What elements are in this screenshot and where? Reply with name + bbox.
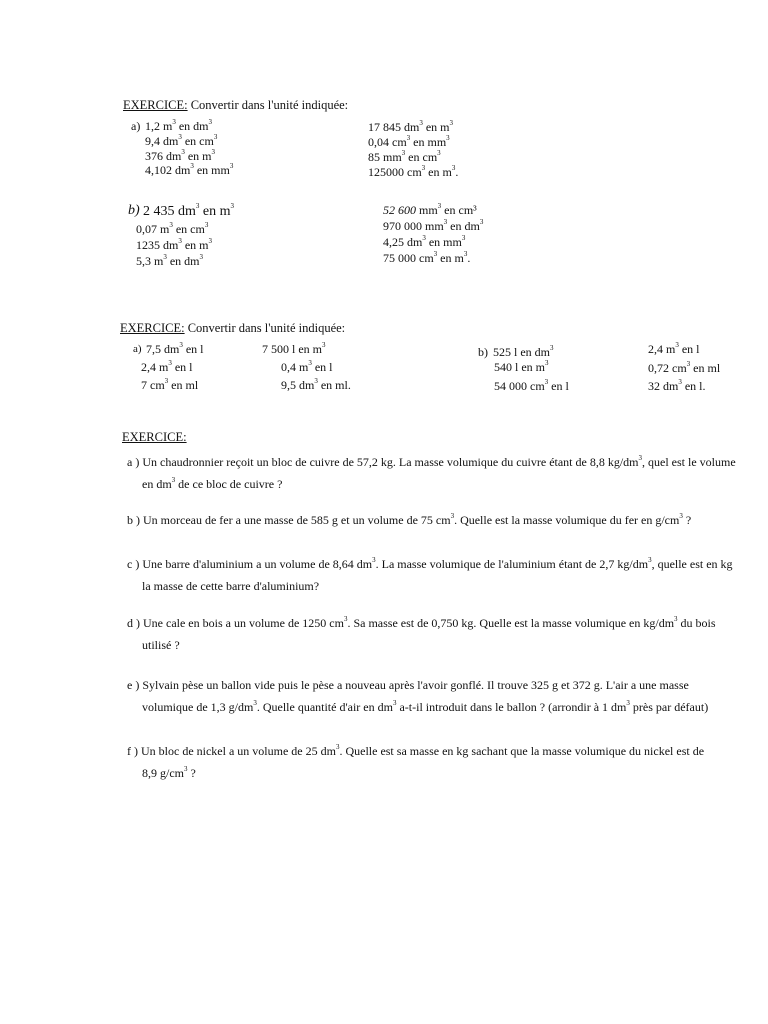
- conversion-item: 0,07 $m^3$ en $cm^3$: [136, 221, 209, 236]
- exercise-1-instruction: Convertir dans l'unité indiquée:: [187, 98, 349, 112]
- conversion-item: 125000 $cm^3$ en $m^3$.: [368, 164, 459, 179]
- conversion-item: 1235 $dm^3$ en $m^3$: [136, 237, 213, 252]
- question-line-1: a ) Un chaudronnier reçoit un bloc de cuivre de 57,2 kg. La masse volumique du cuivre étant de 8,8 $kg/dm^3$, quel est le volume: [127, 454, 736, 469]
- exercise-3-title: [122, 430, 187, 445]
- question-e: [127, 674, 767, 718]
- question-line-1: b ) Un morceau de fer a une masse de 585 g et un volume de 75 $cm^3$. Quelle est la masse volumique du fer en $g/cm^3$ ?: [127, 512, 692, 527]
- question-line-1: c ) Une barre d'aluminium a un volume de 8,64 $dm^3$. La masse volumique de l'aluminium étant de 2,7 $kg/dm^3$, quelle est en kg: [127, 556, 733, 571]
- exercise-2-title: [120, 321, 345, 336]
- question-c: [127, 553, 767, 597]
- conversion-item: 32 $dm^3$ en l.: [648, 378, 706, 393]
- question-line-1: f ) Un bloc de nickel a un volume de 25 $dm^3$. Quelle est sa masse en kg sachant que la masse volumique du nickel est de: [127, 743, 705, 758]
- conversion-item: 4,102 $dm^3$ en $mm^3$: [145, 162, 234, 177]
- conversion-item: 9,4 $dm^3$ en $cm^3$: [145, 133, 218, 148]
- conversion-item: 2 435 $dm^3$ en $m^3$: [143, 202, 234, 219]
- ex1-b-prefix: b): [128, 203, 140, 218]
- conversion-item: 0,4 $m^3$ en l: [281, 359, 333, 374]
- exercise-1-title: [123, 98, 348, 113]
- question-line-1: d ) Une cale en bois a un volume de 1250 $cm^3$. Sa masse est de 0,750 kg. Quelle est la masse volumique en $kg/dm^3$ du bois: [127, 615, 716, 630]
- conversion-item: 970 000 $mm^3$ en $dm^3$: [383, 218, 484, 233]
- conversion-item: 525 l en $dm^3$: [493, 344, 554, 359]
- question-a: [127, 451, 767, 495]
- conversion-item: 376 $dm^3$ en $m^3$: [145, 147, 216, 163]
- question-line-2: utilisé ?: [142, 638, 180, 652]
- question-b: [127, 509, 767, 531]
- conversion-item: 2,4 $m^3$ en l: [648, 341, 700, 356]
- exercise-3-label: EXERCICE:: [122, 430, 187, 444]
- conversion-item: 540 l en $m^3$: [494, 359, 549, 374]
- question-f: [127, 740, 767, 784]
- question-line-2: la masse de cette barre d'aluminium?: [142, 579, 320, 593]
- conversion-item: 0,04 $cm^3$ en $mm^3$: [368, 134, 450, 149]
- question-d: [127, 612, 767, 656]
- conversion-item: 52 600 $mm^3$ en cm³: [383, 202, 477, 217]
- conversion-item: 5,3 $m^3$ en $dm^3$: [136, 253, 204, 268]
- conversion-item: 7,5 $dm^3$ en l: [146, 341, 204, 356]
- question-line-2: volumique de 1,3 $g/dm^3$. Quelle quantité d'air en $dm^3$ a-t-il introduit dans le ballon ? (arrondir à 1 $dm^3$ près par défaut): [142, 699, 709, 714]
- exercise-2-label: EXERCICE:: [120, 321, 185, 335]
- ex1-a-prefix: a): [131, 119, 141, 133]
- question-line-1: e ) Sylvain pèse un ballon vide puis le pèse a nouveau après l'avoir gonflé. Il trouve 325 g et 372 g. L'air a une masse: [127, 678, 689, 692]
- ex2-b-prefix: b): [478, 345, 488, 359]
- conversion-item: 85 $mm^3$ en $cm^3$: [368, 149, 441, 164]
- conversion-item: 9,5 $dm^3$ en ml.: [281, 377, 351, 392]
- exercise-2-instruction: Convertir dans l'unité indiquée:: [184, 321, 346, 335]
- question-line-2: 8,9 $g/cm^3$ ?: [142, 765, 196, 780]
- conversion-item: 7 $cm^3$ en ml: [141, 377, 199, 392]
- conversion-item: 7 500 l en $m^3$: [262, 341, 326, 356]
- conversion-item: 17 845 $dm^3$ en $m^3$: [368, 119, 454, 134]
- conversion-item: 54 000 $cm^3$ en l: [494, 378, 569, 393]
- conversion-item: 0,72 $cm^3$ en ml: [648, 360, 721, 375]
- question-line-2: en $dm^3$ de ce bloc de cuivre ?: [142, 476, 283, 491]
- ex2-a-prefix: a): [133, 343, 142, 355]
- conversion-item: 4,25 $dm^3$ en $mm^3$: [383, 234, 466, 249]
- exercise-1-label: EXERCICE:: [123, 98, 188, 112]
- conversion-item: 75 000 $cm^3$ en $m^3$.: [383, 250, 471, 265]
- conversion-item: 1,2 $m^3$ en $dm^3$: [145, 118, 213, 133]
- conversion-item: 2,4 $m^3$ en l: [141, 359, 193, 374]
